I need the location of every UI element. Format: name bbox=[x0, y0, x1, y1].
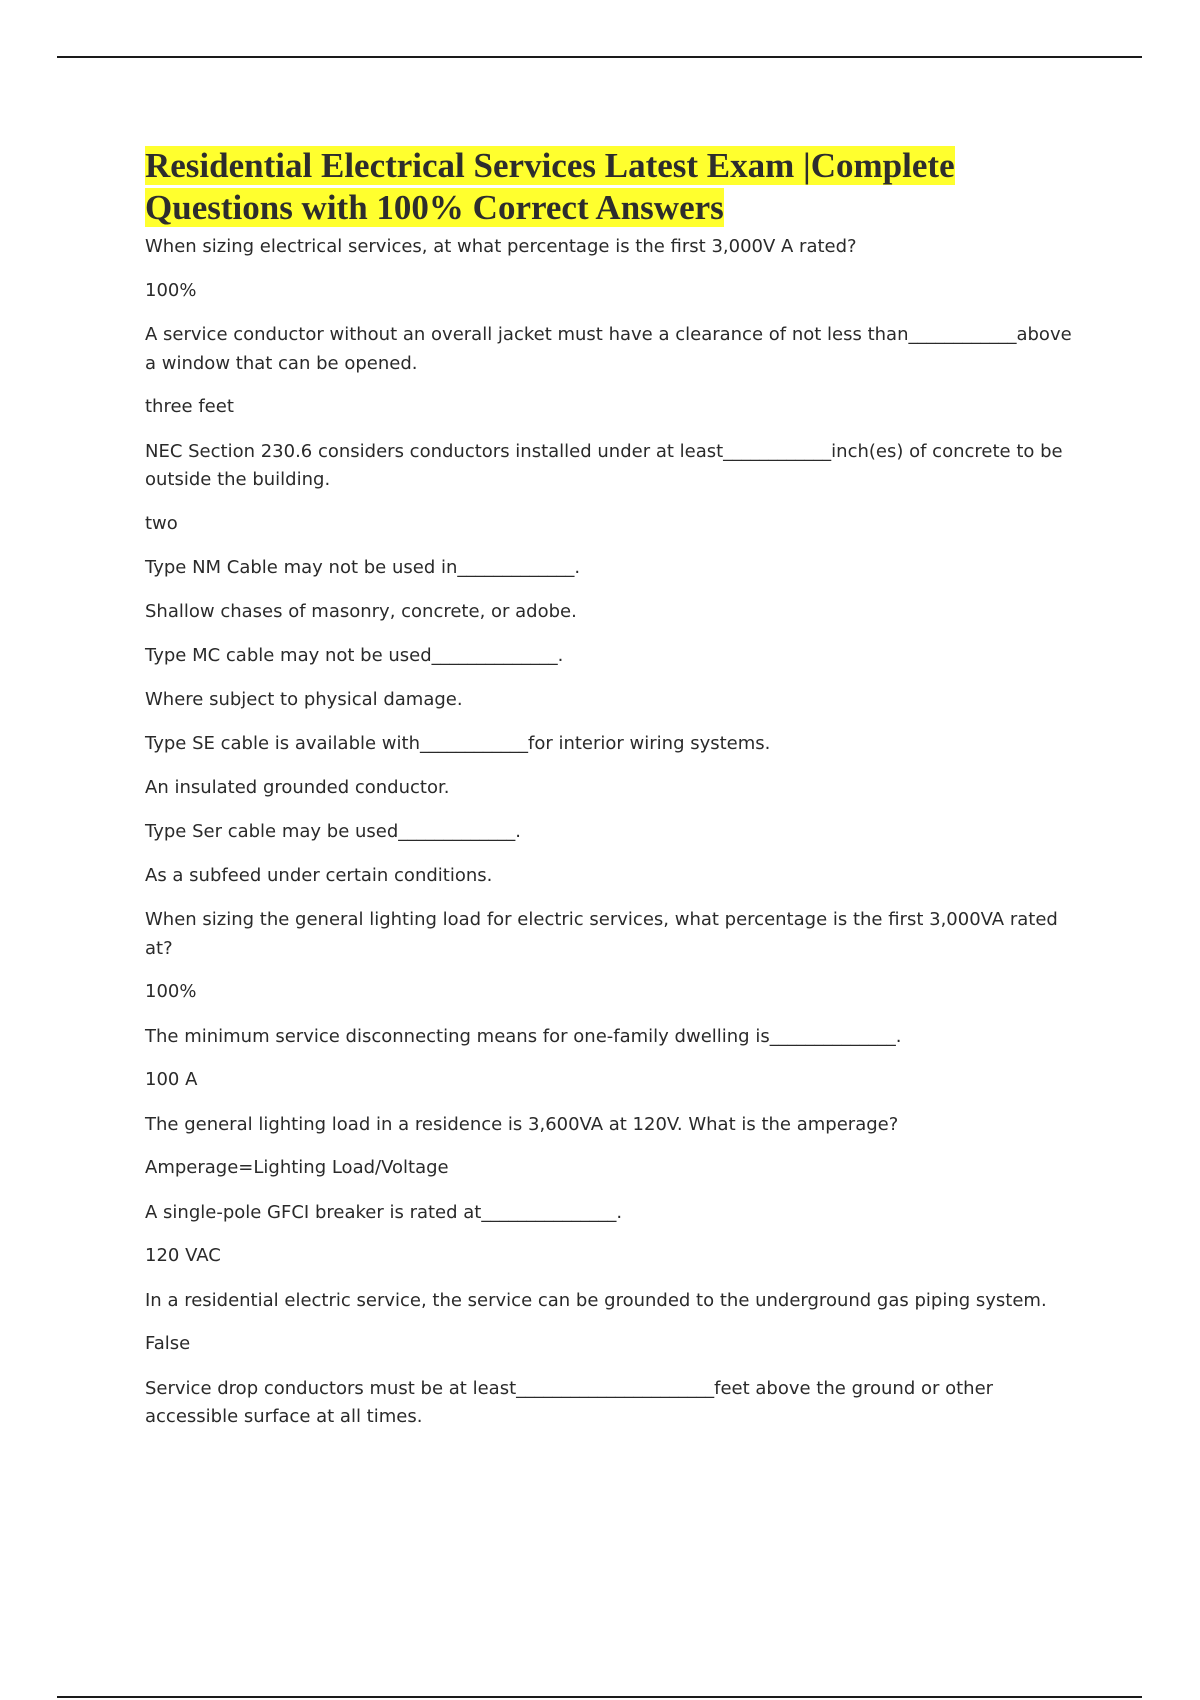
document-body bbox=[145, 145, 1085, 1447]
question-text: NEC Section 230.6 considers conductors installed under at least____________inch(es) of concrete to be outside the building. bbox=[145, 440, 1063, 490]
answer-text: Where subject to physical damage. bbox=[145, 688, 463, 710]
question-text: When sizing electrical services, at what percentage is the first 3,000V A rated? bbox=[145, 236, 857, 257]
question-text: A single-pole GFCI breaker is rated at_______________. bbox=[145, 1201, 623, 1223]
header-rule bbox=[57, 56, 1142, 58]
qa-item bbox=[145, 642, 1085, 714]
qa-item bbox=[145, 818, 1085, 890]
question-text: When sizing the general lighting load for electric services, what percentage is the first 3,000VA rated at? bbox=[145, 909, 1058, 959]
document-title-highlight: Residential Electrical Services Latest Exam |Complete Questions with 100% Correct Answers bbox=[145, 146, 955, 227]
question-text: Type SE cable is available with____________for interior wiring systems. bbox=[145, 733, 771, 754]
qa-item bbox=[145, 1111, 1085, 1183]
question-text: Type Ser cable may be used_____________. bbox=[145, 821, 522, 842]
question-text: The minimum service disconnecting means for one-family dwelling is______________. bbox=[145, 1025, 902, 1047]
qa-item bbox=[145, 906, 1085, 1007]
qa-item bbox=[145, 730, 1085, 802]
answer-text: False bbox=[145, 1333, 191, 1354]
answer-text: An insulated grounded conductor. bbox=[145, 776, 450, 798]
question-text: The general lighting load in a residence is 3,600VA at 120V. What is the amperage? bbox=[145, 1113, 899, 1135]
document-title bbox=[145, 145, 1085, 229]
answer-text: Amperage=Lighting Load/Voltage bbox=[145, 1157, 449, 1178]
qa-item bbox=[145, 321, 1085, 422]
qa-item bbox=[145, 1287, 1085, 1359]
answer-text: 100% bbox=[145, 279, 197, 301]
qa-item bbox=[145, 233, 1085, 305]
question-text: Type MC cable may not be used______________. bbox=[145, 645, 564, 666]
qa-item bbox=[145, 438, 1085, 539]
question-text: A service conductor without an overall jacket must have a clearance of not less than____________above a window that can be opened. bbox=[145, 324, 1072, 374]
question-text: Service drop conductors must be at least______________________feet above the ground or other accessible surface at all times. bbox=[145, 1377, 994, 1427]
question-text: In a residential electric service, the service can be grounded to the underground gas piping system. bbox=[145, 1289, 1047, 1311]
question-text: Type NM Cable may not be used in_____________. bbox=[145, 557, 581, 578]
answer-text: 100 A bbox=[145, 1069, 198, 1090]
qa-list bbox=[145, 233, 1085, 1432]
answer-text: As a subfeed under certain conditions. bbox=[145, 864, 493, 886]
footer-rule bbox=[57, 1696, 1142, 1698]
answer-text: 100% bbox=[145, 981, 197, 1002]
qa-item bbox=[145, 554, 1085, 626]
qa-item bbox=[145, 1375, 1085, 1432]
qa-item bbox=[145, 1023, 1085, 1095]
answer-text: Shallow chases of masonry, concrete, or adobe. bbox=[145, 600, 577, 622]
answer-text: three feet bbox=[145, 396, 234, 417]
answer-text: two bbox=[145, 512, 178, 534]
answer-text: 120 VAC bbox=[145, 1245, 221, 1266]
qa-item bbox=[145, 1199, 1085, 1271]
